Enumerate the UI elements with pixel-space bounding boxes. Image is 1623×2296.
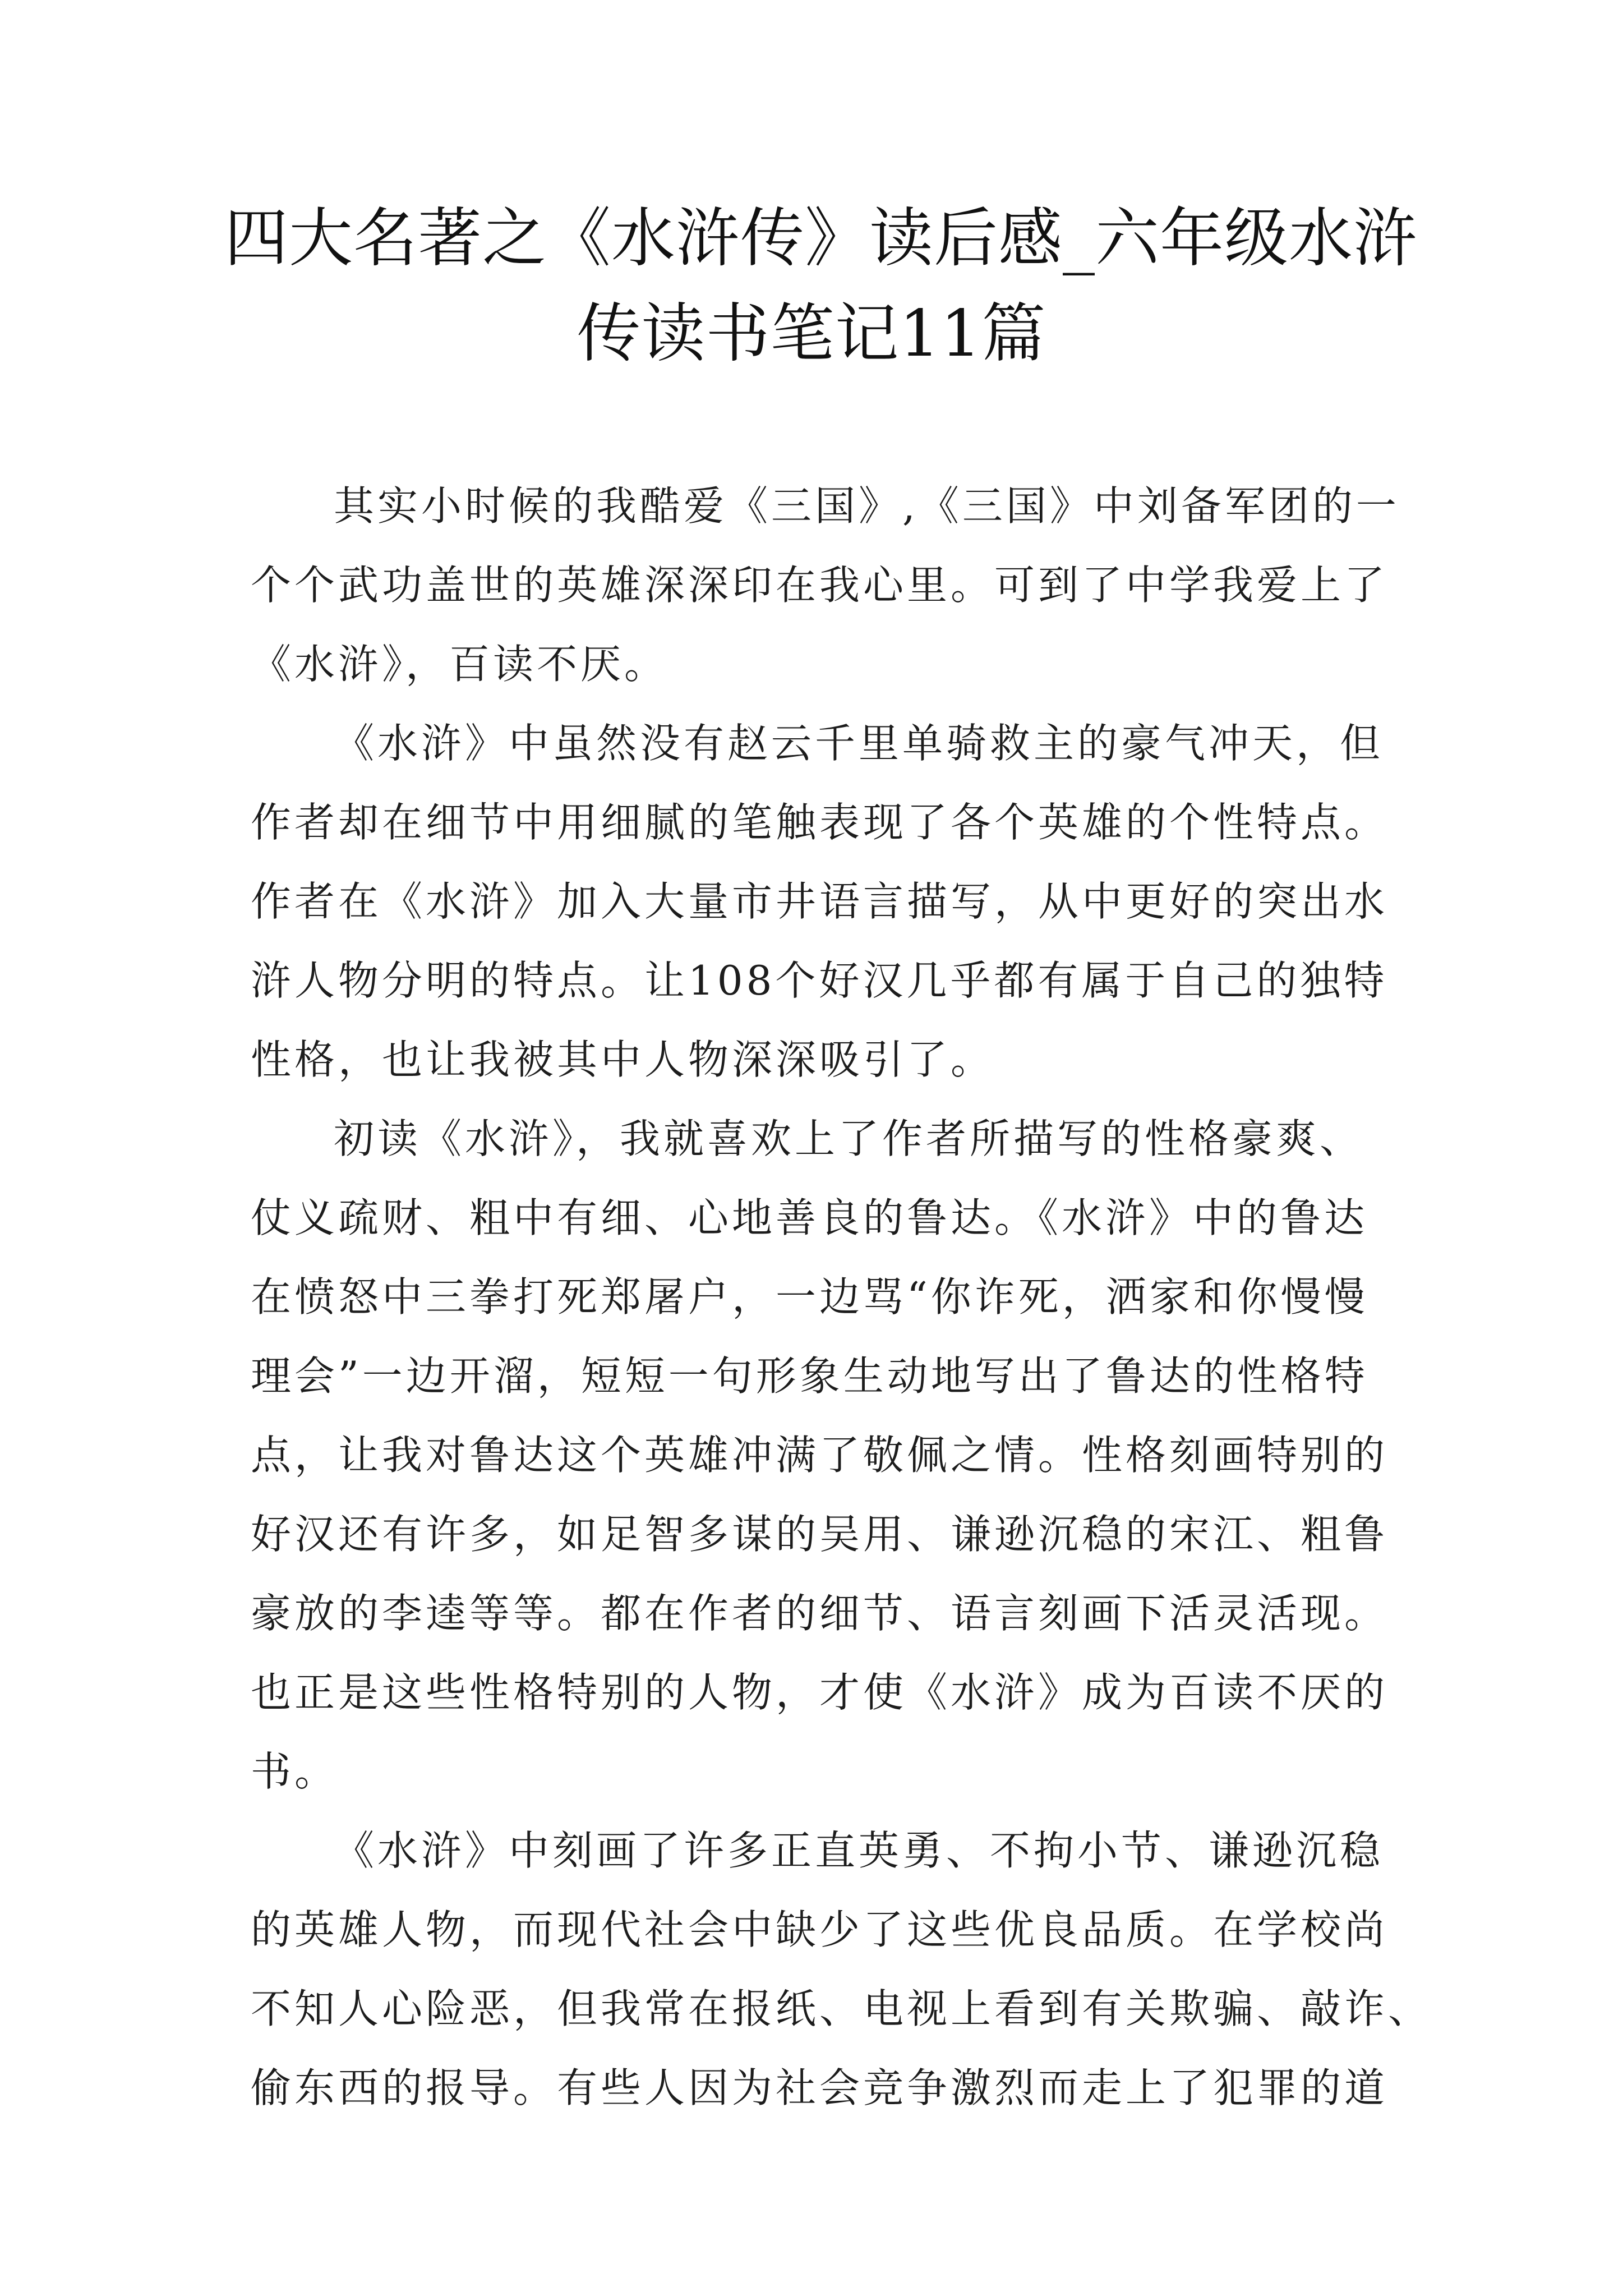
text-line: 作者却在细节中用细腻的笔触表现了各个英雄的个性特点。 [251, 799, 1389, 846]
text-line: 其实小时候的我酷爱《三国》,《三国》中刘备军团的一 [334, 482, 1400, 530]
title-line-2: 传读书笔记11篇 [577, 296, 1046, 371]
text-line: 《水浒》中刻画了许多正直英勇、不拘小节、谦逊沉稳 [334, 1827, 1384, 1874]
title-line-1: 四大名著之《水浒传》读后感_六年级水浒 [224, 201, 1418, 275]
text-line: 性格，也让我被其中人物深深吸引了。 [251, 1036, 995, 1083]
paragraph-1 [251, 467, 1400, 704]
text-line: 个个武功盖世的英雄深深印在我心里。可到了中学我爱上了 [251, 562, 1389, 609]
text-line: 豪放的李逵等等。都在作者的细节、语言刻画下活灵活现。 [251, 1590, 1389, 1637]
text-line: 《水浒》，百读不厌。 [251, 641, 668, 688]
text-line: 在愤怒中三拳打死郑屠户，一边骂“你诈死，洒家和你慢慢 [251, 1273, 1368, 1320]
text-line: 偷东西的报导。有些人因为社会竞争激烈而走上了犯罪的道 [251, 2064, 1389, 2111]
text-line: 《水浒》中虽然没有赵云千里单骑救主的豪气冲天，但 [334, 720, 1384, 767]
paragraph-4 [251, 1811, 1432, 2128]
paragraph-3 [251, 1099, 1389, 1811]
text-line: 作者在《水浒》加入大量市井语言描写，从中更好的突出水 [251, 878, 1389, 925]
text-line: 不知人心险恶，但我常在报纸、电视上看到有关欺骗、敲诈、 [251, 1985, 1432, 2032]
text-line: 好汉还有许多，如足智多谋的吴用、谦逊沉稳的宋江、粗鲁 [251, 1511, 1389, 1558]
text-line: 浒人物分明的特点。让108个好汉几乎都有属于自己的独特 [251, 957, 1388, 1004]
text-line: 书。 [251, 1748, 339, 1795]
text-line: 点，让我对鲁达这个英雄冲满了敬佩之情。性格刻画特别的 [251, 1432, 1389, 1479]
text-line: 也正是这些性格特别的人物，才使《水浒》成为百读不厌的 [251, 1669, 1389, 1716]
document-title [224, 191, 1418, 381]
text-line: 的英雄人物，而现代社会中缺少了这些优良品质。在学校尚 [251, 1906, 1389, 1953]
text-line: 理会”一边开溜，短短一句形象生动地写出了鲁达的性格特 [251, 1352, 1368, 1400]
document-body [251, 467, 1432, 2128]
text-line: 初读《水浒》，我就喜欢上了作者所描写的性格豪爽、 [334, 1115, 1364, 1162]
paragraph-2 [251, 704, 1389, 1099]
text-line: 仗义疏财、粗中有细、心地善良的鲁达。《水浒》中的鲁达 [251, 1194, 1368, 1241]
